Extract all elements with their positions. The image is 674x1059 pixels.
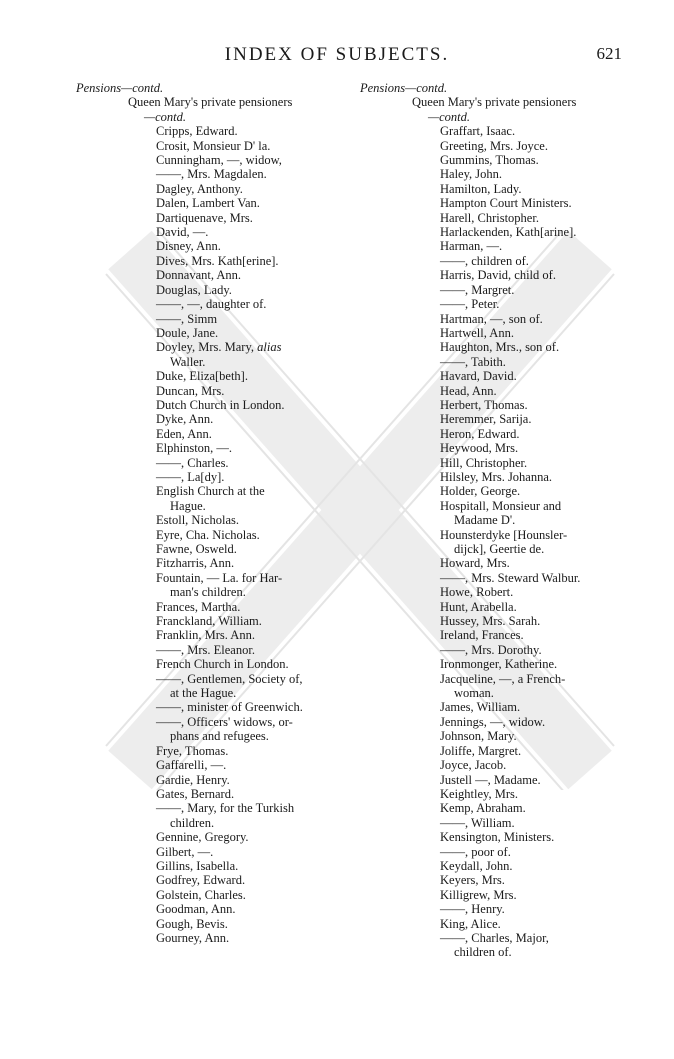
index-entry: Godfrey, Edward. [156, 873, 246, 888]
index-entry: Eden, Ann. [156, 426, 212, 441]
index-entry: Hilsley, Mrs. Johanna. [440, 469, 553, 484]
subheading-queen-mary: Queen Mary's private pensioners [412, 95, 577, 110]
index-entry: Franklin, Mrs. Ann. [156, 628, 255, 643]
page-header-title: INDEX OF SUBJECTS. [224, 44, 450, 65]
index-entry: Herbert, Thomas. [440, 397, 528, 412]
index-entry: Fawne, Osweld. [156, 542, 237, 556]
index-entry: Gennine, Gregory. [156, 830, 249, 845]
index-entry: ——, Officers' widows, or- [156, 714, 293, 729]
index-entry: Fountain, — La. for Har- [156, 570, 283, 585]
index-entry: Gillins, Isabella. [156, 858, 239, 873]
index-entry: man's children. [170, 585, 246, 600]
index-entry: Waller. [170, 354, 206, 369]
index-entry: Hartman, —, son of. [440, 311, 543, 326]
index-entry: Hartwell, Ann. [440, 325, 514, 340]
index-entry: Dyke, Ann. [156, 412, 214, 427]
subheading-queen-mary: Queen Mary's private pensioners [128, 95, 293, 110]
index-entry: Doyley, Mrs. Mary, alias [156, 340, 282, 355]
index-entry: Doule, Jane. [156, 325, 219, 340]
index-entry: Dutch Church in London. [156, 397, 285, 412]
index-entry: ——, Charles, Major, [440, 930, 549, 945]
index-entry: Harlackenden, Kath[arine]. [440, 225, 577, 240]
subheading-contd: —contd. [428, 109, 471, 124]
index-entry: Harris, David, child of. [440, 268, 556, 283]
index-entry: ——, Gentlemen, Society of, [156, 671, 303, 686]
index-entry: ——, Charles. [156, 455, 229, 470]
index-entry: King, Alice. [440, 916, 501, 931]
index-entry: Hamilton, Lady. [440, 181, 522, 196]
index-entry: dijck], Geertie de. [454, 542, 545, 556]
index-entry: Gilbert, —. [156, 844, 214, 859]
left-column [76, 81, 346, 945]
index-entry: Heron, Edward. [440, 426, 520, 441]
index-entry: Head, Ann. [440, 383, 497, 398]
index-entry: Justell —, Madame. [440, 772, 541, 787]
index-entry: Dalen, Lambert Van. [156, 196, 260, 211]
index-entry: Jennings, —, widow. [440, 714, 546, 729]
index-entry: Haley, John. [440, 167, 503, 182]
index-entry: woman. [454, 686, 494, 701]
index-entry: Frye, Thomas. [156, 743, 229, 758]
index-entry: Joliffe, Margret. [440, 743, 522, 758]
index-entry: Cripps, Edward. [156, 124, 238, 139]
index-entry: Killigrew, Mrs. [440, 887, 517, 902]
index-entry: Duke, Eliza[beth]. [156, 369, 248, 384]
index-entry: French Church in London. [156, 657, 289, 672]
index-entry: Howe, Robert. [440, 585, 514, 600]
index-entry: Graffart, Isaac. [440, 124, 516, 139]
section-heading-pensions: Pensions—contd. [360, 81, 448, 95]
index-entry: Eyre, Cha. Nicholas. [156, 527, 260, 542]
index-entry: Hill, Christopher. [440, 455, 528, 470]
index-entry: ——, La[dy]. [156, 469, 225, 484]
index-entry: Disney, Ann. [156, 239, 221, 254]
index-entry: Frances, Martha. [156, 599, 241, 614]
index-entry: Gourney, Ann. [156, 930, 230, 945]
index-entry: David, —. [156, 225, 209, 240]
index-entry: Kensington, Ministers. [440, 830, 555, 845]
index-entry: Goodman, Ann. [156, 902, 236, 917]
index-entry: Harman, —. [440, 239, 503, 254]
index-entry: ——, Mrs. Steward Walbur. [440, 570, 581, 585]
index-entry: ——, Simm [156, 311, 218, 326]
index-entry: Heywood, Mrs. [440, 441, 519, 456]
subheading-contd: —contd. [144, 109, 187, 124]
index-entry: ——, Mrs. Eleanor. [156, 642, 255, 657]
index-entry: Gates, Bernard. [156, 786, 235, 801]
index-entry: Heremmer, Sarija. [440, 412, 532, 427]
index-entry: Madame D'. [454, 513, 516, 528]
section-heading-pensions: Pensions—contd. [76, 81, 164, 95]
index-entry: Hague. [170, 498, 206, 513]
index-entry: ——, —, daughter of. [156, 297, 267, 312]
index-entry: Hussey, Mrs. Sarah. [440, 614, 541, 629]
index-entry: ——, Henry. [440, 902, 505, 917]
index-entry: ——, Margret. [440, 282, 515, 297]
index-entry: Joyce, Jacob. [440, 758, 507, 773]
index-entry: Keightley, Mrs. [440, 786, 518, 801]
index-entry: Haughton, Mrs., son of. [440, 340, 560, 355]
index-entry: ——, William. [440, 815, 515, 830]
index-entry: Dives, Mrs. Kath[erine]. [156, 253, 279, 268]
index-entry: Franckland, William. [156, 614, 262, 629]
index-entry: ——, minister of Greenwich. [156, 700, 303, 715]
index-entry: Ironmonger, Katherine. [440, 657, 558, 672]
index-entry: Crosit, Monsieur D' la. [156, 138, 271, 153]
index-entry: children of. [454, 945, 512, 960]
index-entry: ——, Mary, for the Turkish [156, 801, 295, 816]
page-number: 621 [596, 44, 622, 63]
index-entry: Dartiquenave, Mrs. [156, 210, 253, 225]
index-entry: ——, children of. [440, 253, 529, 268]
index-entry: Gummins, Thomas. [440, 153, 539, 168]
index-entry: children. [170, 815, 215, 830]
index-entry: at the Hague. [170, 686, 237, 701]
index-entry: Hospitall, Monsieur and [440, 498, 562, 513]
index-entry: ——, Mrs. Magdalen. [156, 167, 267, 182]
index-entry: Elphinston, —. [156, 441, 233, 456]
index-entry: Hampton Court Ministers. [440, 196, 572, 211]
index-entry: Cunningham, —, widow, [156, 153, 282, 168]
index-entry: Ireland, Frances. [440, 628, 524, 643]
index-entry: Hounsterdyke [Hounsler- [440, 527, 568, 542]
index-entry: Kemp, Abraham. [440, 801, 526, 816]
index-entry: Golstein, Charles. [156, 887, 246, 902]
index-entry: Gaffarelli, —. [156, 758, 227, 773]
index-entry: Johnson, Mary. [440, 729, 517, 744]
index-entry: ——, poor of. [440, 844, 511, 859]
index-entry: Howard, Mrs. [440, 556, 510, 571]
index-entry: phans and refugees. [170, 729, 269, 744]
index-entry: James, William. [440, 700, 521, 715]
index-entry: Havard, David. [440, 369, 517, 384]
index-entry: Greeting, Mrs. Joyce. [440, 138, 548, 153]
index-entry: Hunt, Arabella. [440, 599, 517, 614]
right-column [360, 81, 622, 960]
index-entry: Duncan, Mrs. [156, 383, 225, 398]
index-entry: ——, Tabith. [440, 354, 506, 369]
index-entry: English Church at the [156, 484, 265, 499]
index-entry: Gough, Bevis. [156, 916, 228, 931]
index-entry: Douglas, Lady. [156, 282, 232, 297]
index-entry: Gardie, Henry. [156, 772, 230, 787]
index-entry: Donnavant, Ann. [156, 268, 242, 283]
index-entry: Keyers, Mrs. [440, 873, 505, 888]
index-entry: Harell, Christopher. [440, 210, 539, 225]
index-entry: Fitzharris, Ann. [156, 556, 235, 571]
index-entry: Holder, George. [440, 484, 521, 499]
index-entry: Jacqueline, —, a French- [440, 671, 566, 686]
index-entry: Estoll, Nicholas. [156, 513, 239, 528]
index-entry: ——, Peter. [440, 297, 500, 312]
index-entry: Keydall, John. [440, 858, 513, 873]
index-entry: ——, Mrs. Dorothy. [440, 642, 542, 657]
index-entry: Dagley, Anthony. [156, 181, 243, 196]
